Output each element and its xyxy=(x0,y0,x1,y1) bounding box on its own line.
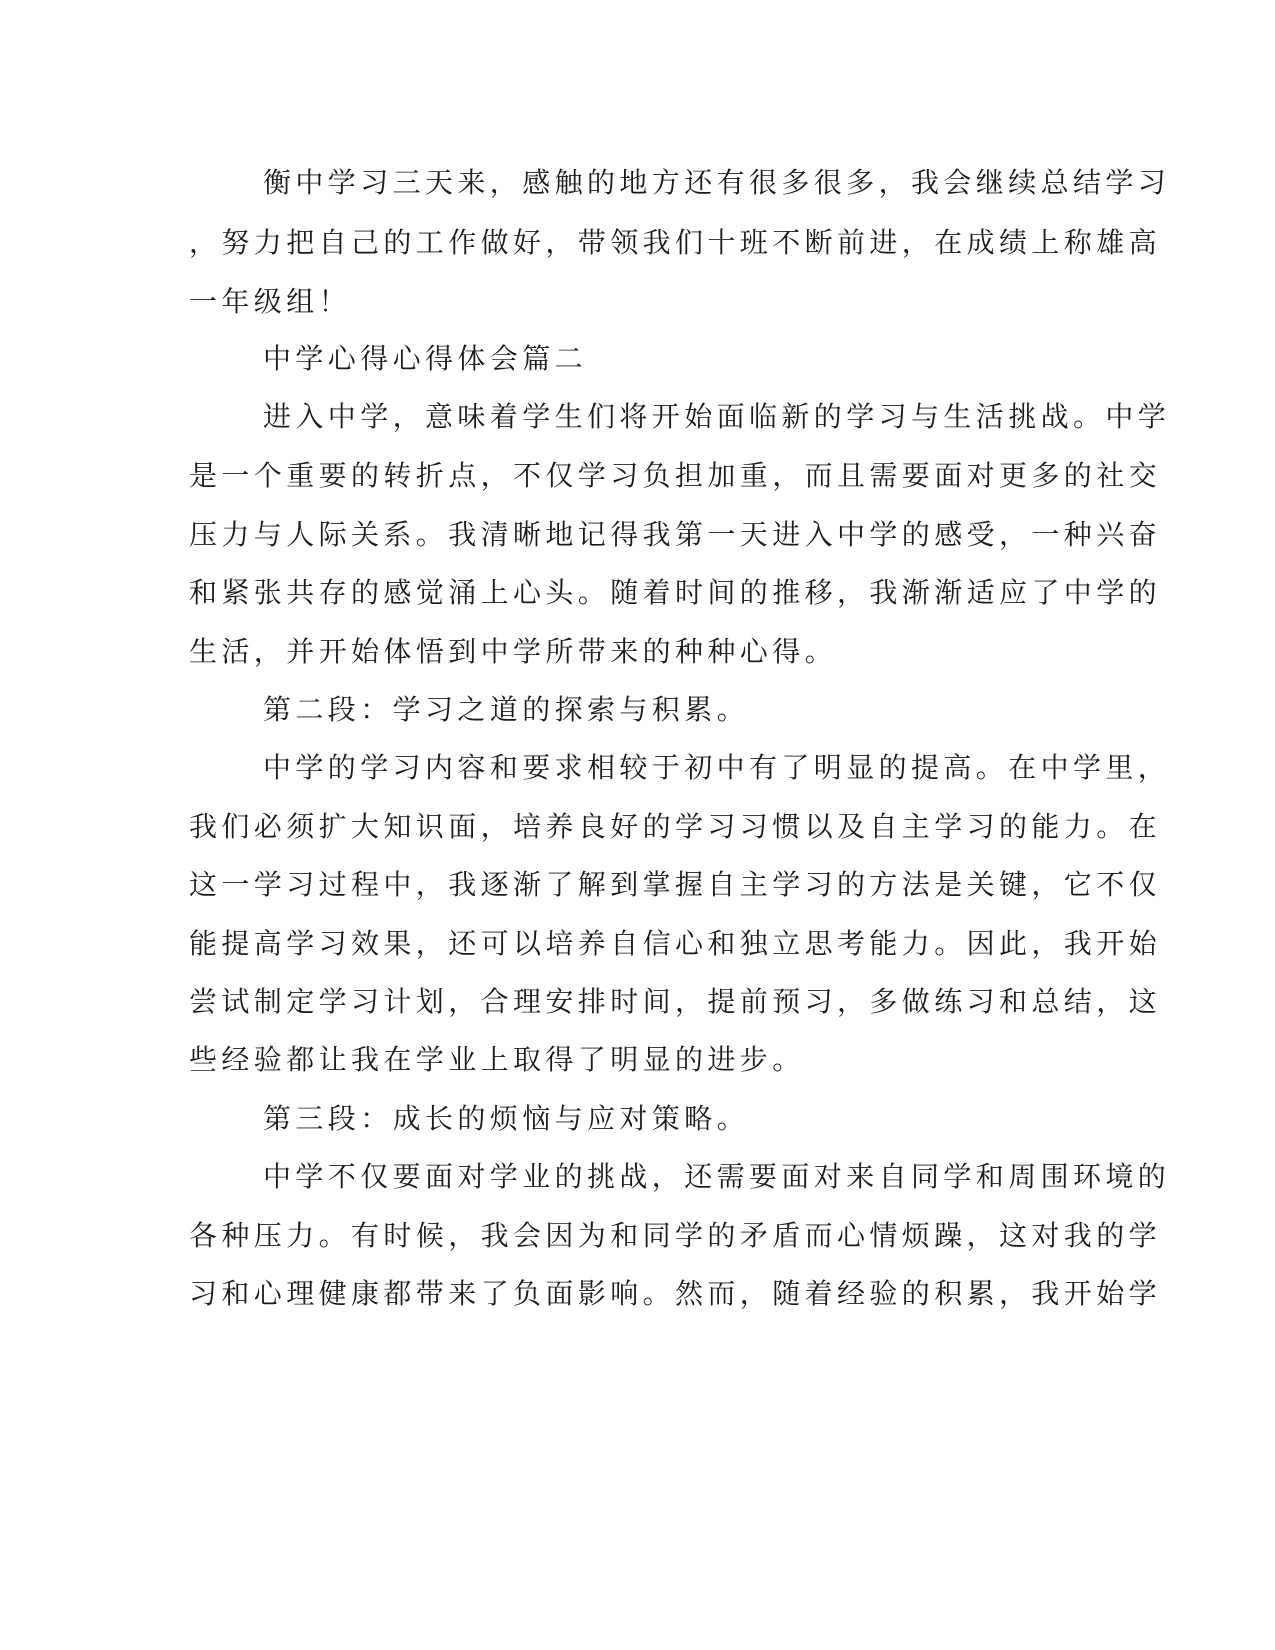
paragraph-line: 我们必须扩大知识面，培养良好的学习习惯以及自主学习的能力。在 xyxy=(189,810,1162,843)
paragraph-line: 一年级组！ xyxy=(189,285,352,318)
paragraph-line: 压力与人际关系。我清晰地记得我第一天进入中学的感受，一种兴奋 xyxy=(189,518,1162,551)
paragraph-line: 衡中学习三天来，感触的地方还有很多很多，我会继续总结学习 xyxy=(263,166,1171,199)
paragraph-line: 进入中学，意味着学生们将开始面临新的学习与生活挑战。中学 xyxy=(263,400,1171,433)
paragraph-line: ，努力把自己的工作做好，带领我们十班不断前进，在成绩上称雄高 xyxy=(189,226,1162,259)
paragraph-line: 和紧张共存的感觉涌上心头。随着时间的推移，我渐渐适应了中学的 xyxy=(189,576,1162,609)
paragraph-line: 习和心理健康都带来了负面影响。然而，随着经验的积累，我开始学 xyxy=(189,1277,1162,1310)
paragraph-line: 尝试制定学习计划，合理安排时间，提前预习，多做练习和总结，这 xyxy=(189,985,1162,1018)
paragraph-line: 这一学习过程中，我逐渐了解到掌握自主学习的方法是关键，它不仅 xyxy=(189,868,1162,901)
paragraph-line: 能提高学习效果，还可以培养自信心和独立思考能力。因此，我开始 xyxy=(189,927,1162,960)
section-heading: 第二段：学习之道的探索与积累。 xyxy=(263,693,750,726)
paragraph-line: 些经验都让我在学业上取得了明显的进步。 xyxy=(189,1043,805,1076)
paragraph-line: 是一个重要的转折点，不仅学习负担加重，而且需要面对更多的社交 xyxy=(189,459,1162,492)
paragraph-line: 各种压力。有时候，我会因为和同学的矛盾而心情烦躁，这对我的学 xyxy=(189,1219,1162,1252)
section-heading: 中学心得心得体会篇二 xyxy=(263,342,588,375)
paragraph-line: 生活，并开始体悟到中学所带来的种种心得。 xyxy=(189,635,838,668)
paragraph-line: 中学的学习内容和要求相较于初中有了明显的提高。在中学里， xyxy=(263,751,1171,784)
section-heading: 第三段：成长的烦恼与应对策略。 xyxy=(263,1102,750,1135)
paragraph-line: 中学不仅要面对学业的挑战，还需要面对来自同学和周围环境的 xyxy=(263,1160,1171,1193)
